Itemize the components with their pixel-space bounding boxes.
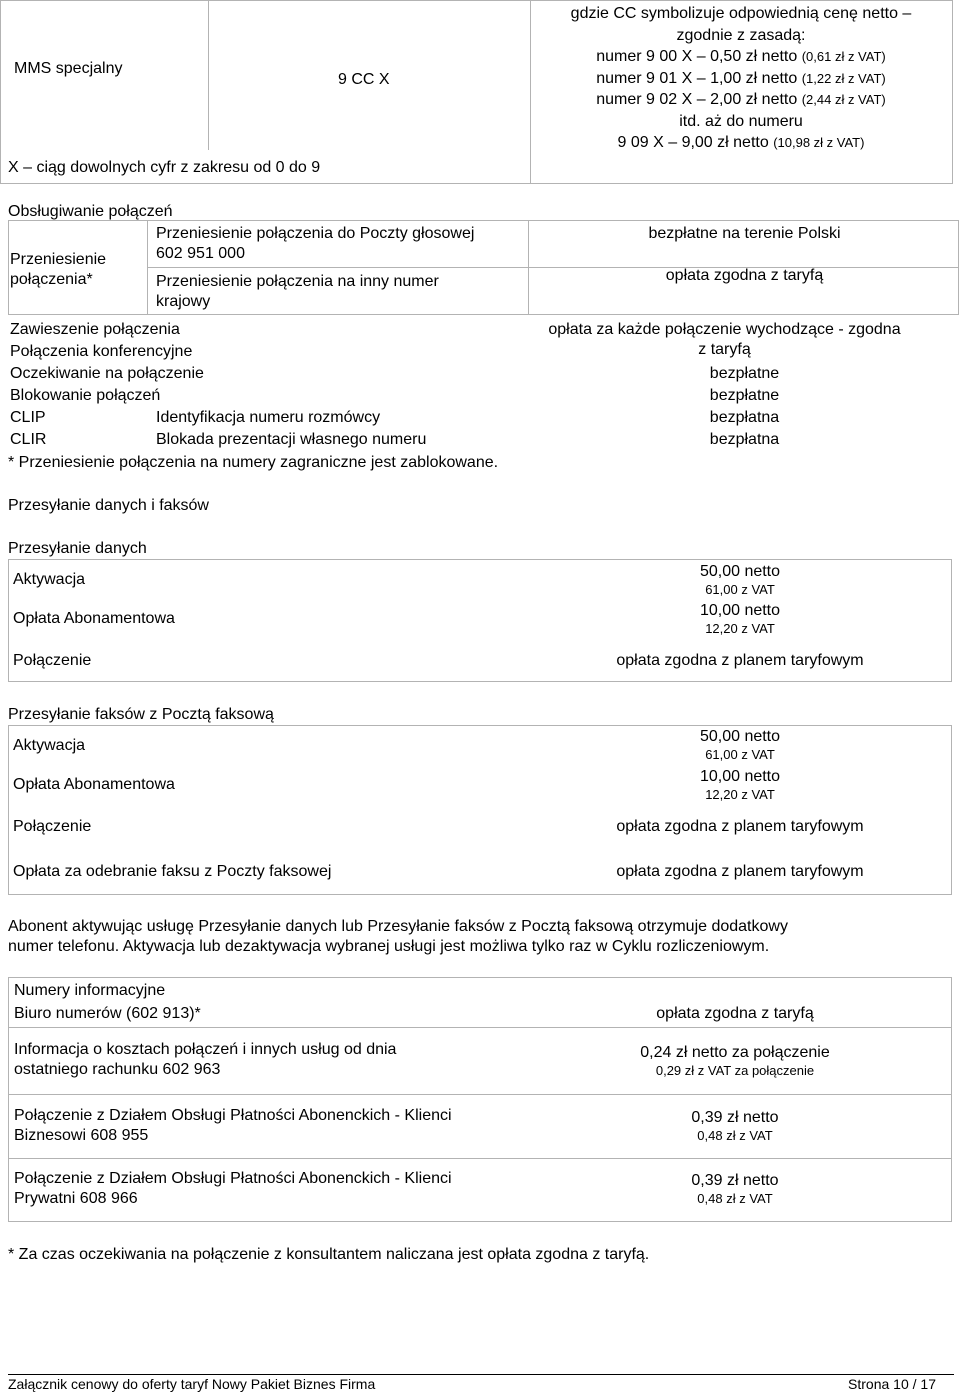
price-vat: 61,00 z VAT <box>705 582 775 597</box>
forward-voicemail <box>156 224 474 264</box>
cc-line: 9 09 X – 9,00 zł netto (10,98 zł z VAT) <box>617 134 865 151</box>
data-connection-price: opłata zgodna z planem taryfowym <box>616 652 864 669</box>
info-row-separator <box>8 1158 952 1159</box>
info-row-label: Połączenie z Działem Obsługi Płatności Abonenckich - Klienci <box>14 1107 452 1124</box>
blocking-label: Blokowanie połączeń <box>10 387 161 404</box>
data-heading: Przesyłanie danych <box>8 540 147 557</box>
fax-heading: Przesyłanie faksów z Pocztą faksową <box>8 706 274 723</box>
info-row-costs-price <box>530 1043 940 1079</box>
info-row-business-price <box>530 1108 940 1144</box>
fax-subscription-price <box>530 767 950 803</box>
clir-description: Blokada prezentacji własnego numeru <box>156 431 427 448</box>
conference-label: Połączenia konferencyjne <box>10 343 193 360</box>
cc-line: numer 9 02 X – 2,00 zł netto (2,44 zł z VAT) <box>596 91 886 108</box>
info-row-label: Połączenie z Działem Obsługi Płatności Abonenckich - Klienci <box>14 1170 452 1187</box>
info-row-label: ostatniego rachunku 602 963 <box>14 1061 221 1078</box>
info-row-private-price <box>530 1171 940 1207</box>
info-row-costs <box>14 1040 396 1080</box>
info-row-private <box>14 1169 452 1209</box>
info-row-business <box>14 1106 452 1146</box>
data-activation-price <box>530 562 950 598</box>
clir-price: bezpłatna <box>709 431 780 448</box>
info-row-label: Prywatni 608 966 <box>14 1190 138 1207</box>
info-note: * Za czas oczekiwania na połączenie z konsultantem naliczana jest opłata zgodna z taryfą. <box>8 1246 650 1263</box>
fax-connection-price: opłata zgodna z planem taryfowym <box>616 818 864 835</box>
forward-other-price: opłata zgodna z taryfą <box>665 267 824 284</box>
data-fax-heading: Przesyłanie danych i faksów <box>8 497 209 514</box>
mms-x-description: X – ciąg dowolnych cyfr z zakresu od 0 do 9 <box>8 159 321 176</box>
cc-line: zgodnie z zasadą: <box>676 26 806 44</box>
cc-line: numer 9 00 X – 0,50 zł netto (0,61 zł z VAT) <box>596 48 886 65</box>
price-vat: 0,48 zł z VAT <box>697 1191 773 1206</box>
fax-activation-price <box>530 727 950 763</box>
note-line: Abonent aktywując usługę Przesyłanie danych lub Przesyłanie faksów z Pocztą faksową otrzymuje dodatkowy <box>8 918 788 935</box>
data-fax-note <box>8 917 953 957</box>
fax-receive-price: opłata zgodna z planem taryfowym <box>616 863 864 880</box>
cc-line: numer 9 01 X – 1,00 zł netto (1,22 zł z VAT) <box>596 69 886 87</box>
hold-price-line: z taryfą <box>698 341 751 358</box>
forwarding-label-line: Przeniesienie <box>10 251 107 268</box>
price-vat: 61,00 z VAT <box>705 747 775 762</box>
forward-other <box>156 272 439 312</box>
calls-note: * Przeniesienie połączenia na numery zagraniczne jest zablokowane. <box>8 454 499 471</box>
fax-activation-label: Aktywacja <box>13 737 86 754</box>
info-row-separator <box>8 1094 952 1095</box>
forward-voicemail-price: bezpłatne na terenie Polski <box>648 225 841 242</box>
cc-line: gdzie CC symbolizuje odpowiednią cenę netto – <box>570 5 912 22</box>
mms-divider-1 <box>208 0 209 150</box>
mms-name: MMS specjalny <box>14 60 123 77</box>
fax-receive-label: Opłata za odebranie faksu z Poczty faksowej <box>13 863 332 880</box>
page-footer <box>8 1374 954 1392</box>
info-row-directory-price: opłata zgodna z taryfą <box>656 1005 814 1022</box>
fax-connection-label: Połączenie <box>13 818 92 835</box>
price-net: 10,00 netto <box>699 768 781 785</box>
info-row-directory <box>14 1004 201 1024</box>
hold-price <box>500 320 949 360</box>
clir-label: CLIR <box>10 431 47 448</box>
forward-other-line: Przeniesienie połączenia na inny numer <box>156 273 439 290</box>
waiting-price: bezpłatne <box>709 365 780 382</box>
price-vat: 12,20 z VAT <box>705 787 775 802</box>
forwarding-label <box>10 250 106 290</box>
clip-description: Identyfikacja numeru rozmówcy <box>156 409 381 426</box>
hold-label: Zawieszenie połączenia <box>10 321 180 338</box>
hold-price-line: opłata za każde połączenie wychodzące - zgodna <box>548 321 901 338</box>
forwarding-label-line: połączenia* <box>10 271 93 288</box>
price-net: 10,00 netto <box>699 602 781 619</box>
cc-line: itd. aż do numeru <box>679 112 803 130</box>
info-row-separator <box>8 1027 952 1028</box>
price-net: 50,00 netto <box>699 728 781 745</box>
blocking-price: bezpłatne <box>709 387 780 404</box>
forward-voicemail-line: 602 951 000 <box>156 245 245 262</box>
mms-code: 9 CC X <box>338 71 390 88</box>
info-row-label: Biznesowi 608 955 <box>14 1127 149 1144</box>
data-connection-label: Połączenie <box>13 652 92 669</box>
price-net: 50,00 netto <box>699 563 781 580</box>
data-subscription-price <box>530 601 950 637</box>
price-vat: 0,29 zł z VAT za połączenie <box>655 1063 815 1078</box>
mms-cc-rules <box>531 3 951 154</box>
footer-document-title: Załącznik cenowy do oferty taryf Nowy Pakiet Biznes Firma <box>8 1376 376 1392</box>
price-net: 0,39 zł netto <box>691 1109 779 1126</box>
info-row-label: Informacja o kosztach połączeń i innych usług od dnia <box>14 1041 397 1058</box>
price-net: 0,39 zł netto <box>691 1172 779 1189</box>
clip-label: CLIP <box>10 409 46 426</box>
price-net: 0,24 zł netto za połączenie <box>640 1044 830 1061</box>
price-vat: 0,48 zł z VAT <box>697 1128 773 1143</box>
forward-other-line: krajowy <box>156 293 211 310</box>
waiting-label: Oczekiwanie na połączenie <box>10 365 204 382</box>
data-activation-label: Aktywacja <box>13 571 86 588</box>
forward-voicemail-line: Przeniesienie połączenia do Poczty głosowej <box>156 225 475 242</box>
info-row-label: Biuro numerów (602 913)* <box>14 1005 201 1022</box>
fax-subscription-label: Opłata Abonamentowa <box>13 776 175 793</box>
calls-heading: Obsługiwanie połączeń <box>8 203 173 220</box>
note-line: numer telefonu. Aktywacja lub dezaktywacja wybranej usługi jest możliwa tylko raz w Cyklu rozliczeniowym. <box>8 938 770 955</box>
clip-price: bezpłatna <box>709 409 780 426</box>
info-heading: Numery informacyjne <box>14 982 166 999</box>
data-subscription-label: Opłata Abonamentowa <box>13 610 175 627</box>
price-vat: 12,20 z VAT <box>705 621 775 636</box>
footer-page-number: Strona 10 / 17 <box>848 1376 936 1392</box>
